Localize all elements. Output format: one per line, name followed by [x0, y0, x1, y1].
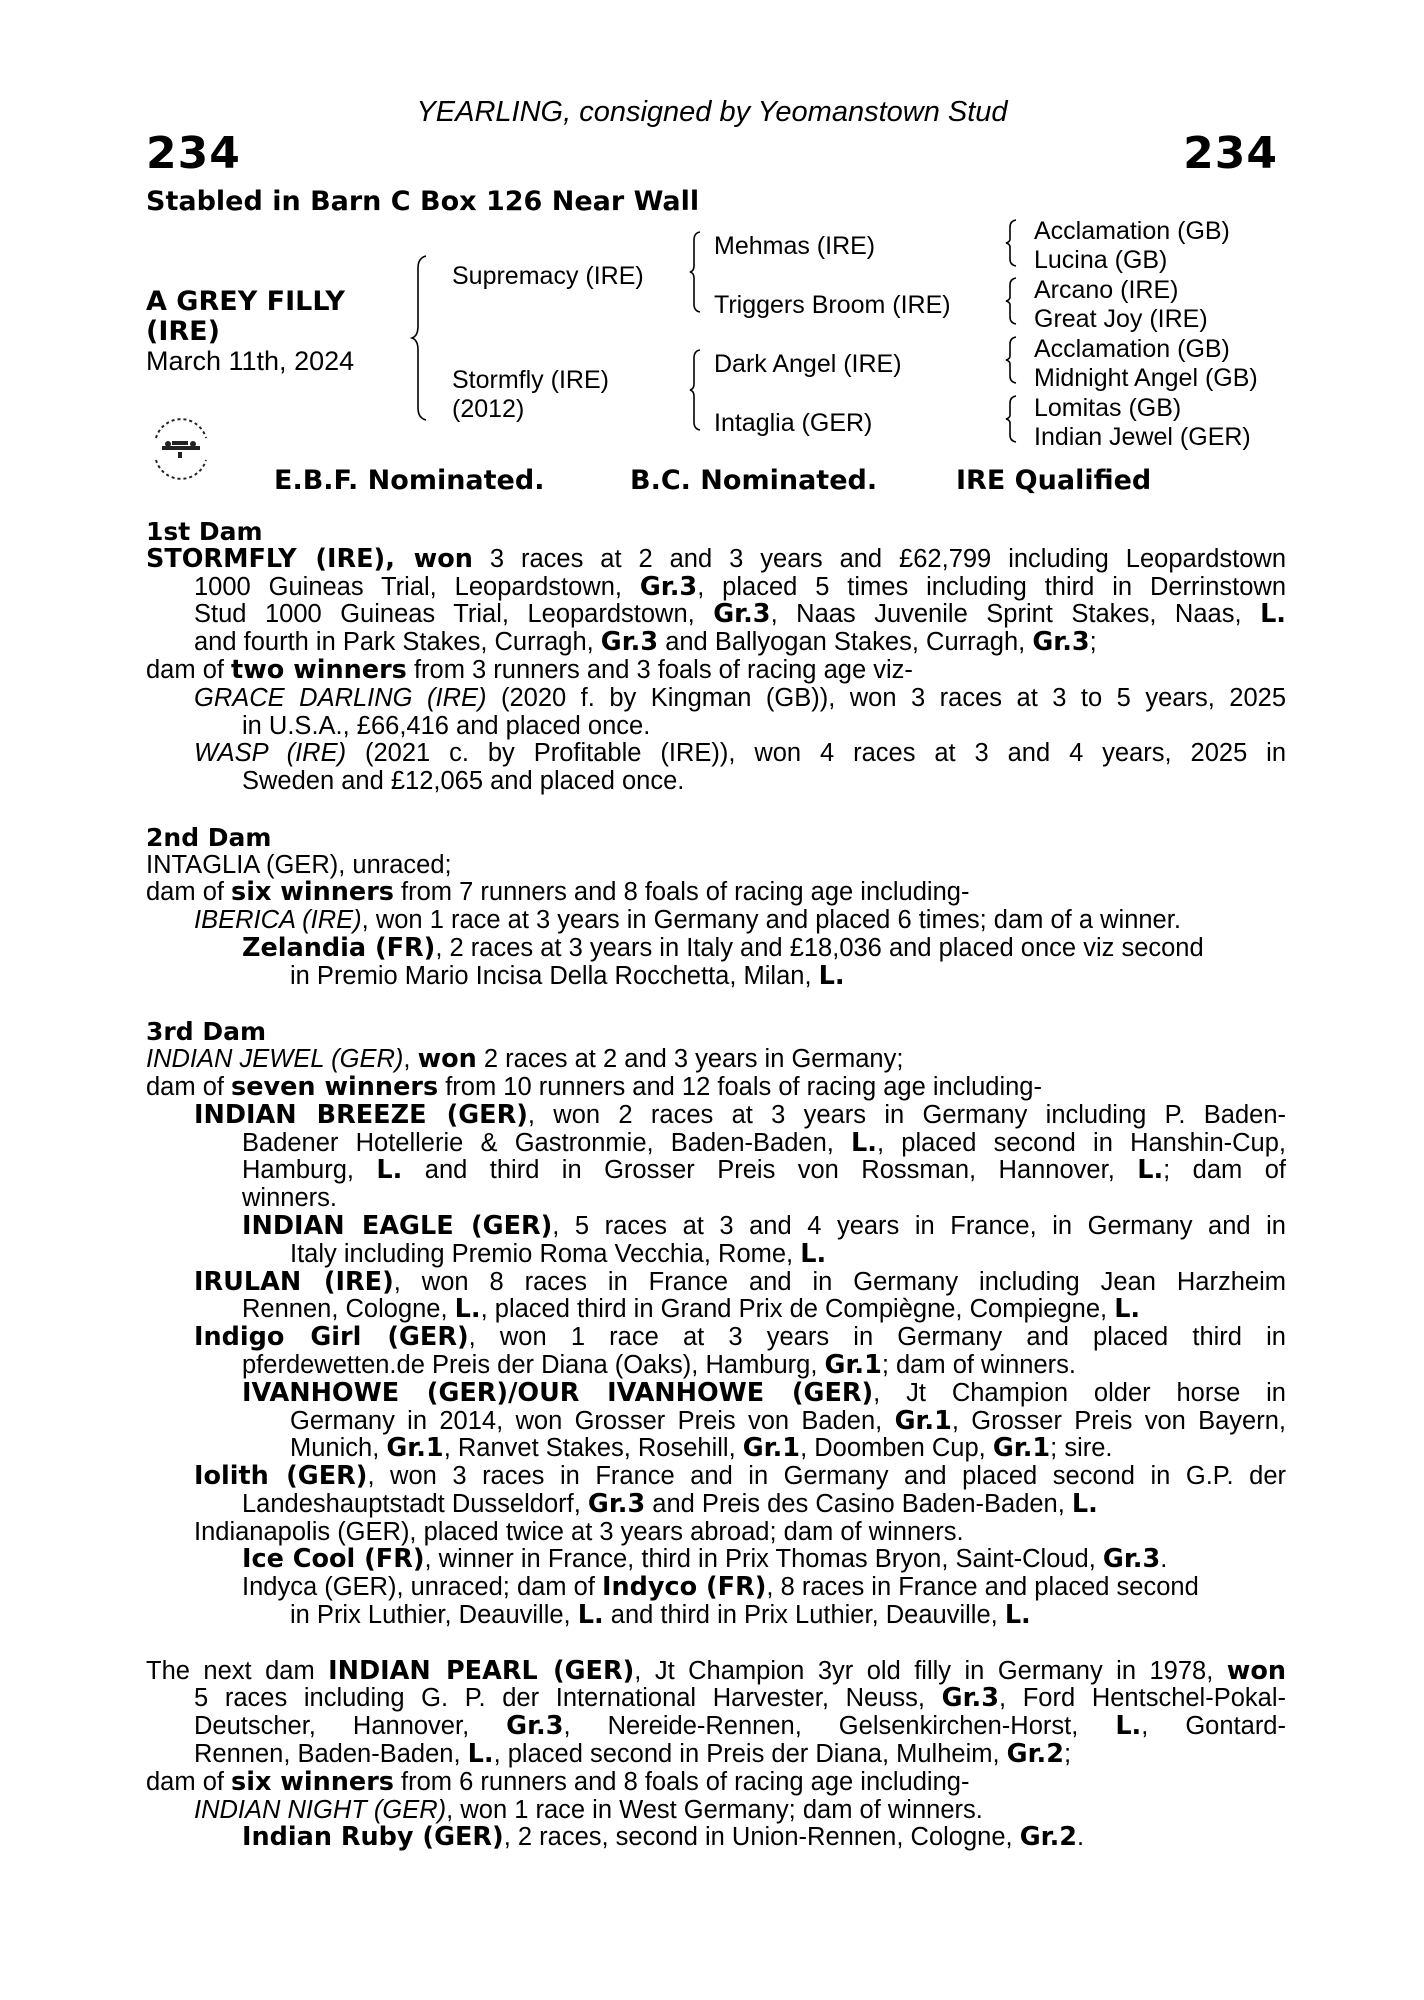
third-dam-heading: 3rd Dam [146, 1017, 266, 1047]
third-dam-line: IRULAN (IRE), won 8 races in France and in Germany including Jean Harzheim [194, 1266, 1286, 1297]
lot-number-left: 234 [146, 128, 241, 179]
stabling-info: Stabled in Barn C Box 126 Near Wall [146, 186, 700, 217]
pedigree-brace-g2 [1004, 276, 1020, 326]
breeders-emblem-logo [148, 412, 214, 484]
pedigree-g8: Indian Jewel (GER) [1034, 423, 1251, 451]
ebf-nomination: E.B.F. Nominated. [274, 465, 545, 496]
next-dam-line: 5 races including G. P. der International Harvester, Neuss, Gr.3, Ford Hentschel-Pokal- [194, 1683, 1286, 1714]
pedigree-sire-dam: Triggers Broom (IRE) [714, 291, 951, 319]
second-dam-line: Zelandia (FR), 2 races at 3 years in Italy and £18,036 and placed once viz second [242, 932, 1204, 963]
first-dam-line: 1000 Guineas Trial, Leopardstown, Gr.3, placed 5 times including third in Derrinstown [194, 571, 1287, 602]
next-dam-line: dam of six winners from 6 runners and 8 foals of racing age including- [146, 1766, 970, 1797]
pedigree-brace-sire [688, 230, 704, 314]
next-dam-line: Deutscher, Hannover, Gr.3, Nereide-Rennen, Gelsenkirchen-Horst, L., Gontard- [194, 1711, 1286, 1742]
next-dam-line: INDIAN NIGHT (GER), won 1 race in West Germany; dam of winners. [194, 1795, 983, 1824]
third-dam-line: Munich, Gr.1, Ranvet Stakes, Rosehill, Gr.1, Doomben Cup, Gr.1; sire. [290, 1433, 1113, 1464]
first-dam-line: GRACE DARLING (IRE) (2020 f. by Kingman (GB)), won 3 races at 3 to 5 years, 2025 [194, 683, 1286, 712]
pedigree-brace-main [410, 254, 432, 422]
first-dam-heading: 1st Dam [146, 517, 263, 546]
next-dam-line: Indian Ruby (GER), 2 races, second in Union-Rennen, Cologne, Gr.2. [242, 1822, 1085, 1853]
bc-nomination: B.C. Nominated. [630, 465, 878, 496]
pedigree-g6: Midnight Angel (GB) [1034, 364, 1258, 392]
third-dam-line: Indyca (GER), unraced; dam of Indyco (FR), 8 races in France and placed second [242, 1572, 1199, 1603]
third-dam-line: Indianapolis (GER), placed twice at 3 years abroad; dam of winners. [194, 1517, 964, 1546]
catalogue-body [146, 518, 1286, 1852]
third-dam-line: pferdewetten.de Preis der Diana (Oaks), Hamburg, Gr.1; dam of winners. [242, 1349, 1076, 1380]
pedigree-g4: Great Joy (IRE) [1034, 305, 1208, 333]
third-dam-line: Rennen, Cologne, L., placed third in Grand Prix de Compiègne, Compiegne, L. [242, 1294, 1141, 1325]
third-dam-line: INDIAN JEWEL (GER), won 2 races at 2 and 3 years in Germany; [146, 1044, 904, 1075]
foaling-date: March 11th, 2024 [146, 346, 355, 376]
second-dam-line: dam of six winners from 7 runners and 8 foals of racing age including- [146, 877, 970, 908]
horse-name-line2: (IRE) [146, 316, 220, 347]
third-dam-line: INDIAN EAGLE (GER), 5 races at 3 and 4 years in France, in Germany and in [242, 1210, 1286, 1241]
first-dam-line: dam of two winners from 3 runners and 3 foals of racing age viz- [146, 654, 913, 685]
horse-name-line1: A GREY FILLY [146, 286, 345, 317]
ire-qualification: IRE Qualified [956, 465, 1152, 496]
next-dam-line: Rennen, Baden-Baden, L., placed second in Preis der Diana, Mulheim, Gr.2; [194, 1739, 1072, 1770]
third-dam-line: Landeshauptstadt Dusseldorf, Gr.3 and Preis des Casino Baden-Baden, L. [242, 1488, 1098, 1519]
pedigree-dam-dam: Intaglia (GER) [714, 409, 873, 437]
pedigree-sire-sire: Mehmas (IRE) [714, 232, 876, 260]
pedigree-dam-sire: Dark Angel (IRE) [714, 350, 902, 378]
first-dam-line: Stud 1000 Guineas Trial, Leopardstown, Gr.3, Naas Juvenile Sprint Stakes, Naas, L. [194, 599, 1286, 630]
third-dam-line: Germany in 2014, won Grosser Preis von Baden, Gr.1, Grosser Preis von Bayern, [290, 1405, 1286, 1436]
pedigree-brace-dam [688, 348, 704, 432]
third-dam-line: dam of seven winners from 10 runners and 12 foals of racing age including- [146, 1071, 1042, 1102]
consignment-heading: YEARLING, consigned by Yeomanstown Stud [416, 96, 1008, 128]
pedigree-g5: Acclamation (GB) [1034, 335, 1230, 363]
pedigree-brace-g4 [1004, 394, 1020, 444]
pedigree-g7: Lomitas (GB) [1034, 394, 1182, 422]
third-dam-line: INDIAN BREEZE (GER), won 2 races at 3 years in Germany including P. Baden- [194, 1099, 1286, 1130]
second-dam-line: INTAGLIA (GER), unraced; [146, 850, 452, 879]
pedigree-g1: Acclamation (GB) [1034, 217, 1230, 245]
third-dam-line: in Prix Luthier, Deauville, L. and third in Prix Luthier, Deauville, L. [290, 1600, 1031, 1631]
third-dam-line: Italy including Premio Roma Vecchia, Rome, L. [290, 1238, 827, 1269]
pedigree-sire: Supremacy (IRE) [452, 262, 644, 290]
lot-number-right: 234 [1183, 128, 1278, 179]
third-dam-line: Hamburg, L. and third in Grosser Preis von Rossman, Hannover, L.; dam of [242, 1155, 1286, 1186]
first-dam-line: STORMFLY (IRE), won 3 races at 2 and 3 years and £62,799 including Leopardstown [146, 543, 1286, 574]
third-dam-line: Badener Hotellerie & Gastronmie, Baden-Baden, L., placed second in Hanshin-Cup, [242, 1127, 1286, 1158]
first-dam-line: and fourth in Park Stakes, Curragh, Gr.3 and Ballyogan Stakes, Curragh, Gr.3; [194, 627, 1097, 658]
third-dam-line: winners. [242, 1184, 337, 1213]
second-dam-line: in Premio Mario Incisa Della Rocchetta, Milan, L. [290, 960, 845, 991]
next-dam-line: The next dam INDIAN PEARL (GER), Jt Champion 3yr old filly in Germany in 1978, won [146, 1655, 1286, 1686]
second-dam-line: IBERICA (IRE), won 1 race at 3 years in Germany and placed 6 times; dam of a winner. [194, 906, 1181, 935]
third-dam-line: Ice Cool (FR), winner in France, third in Prix Thomas Bryon, Saint-Cloud, Gr.3. [242, 1544, 1168, 1575]
first-dam-line: in U.S.A., £66,416 and placed once. [242, 711, 651, 740]
pedigree-dam-line2: (2012) [452, 395, 525, 423]
first-dam-line: Sweden and £12,065 and placed once. [242, 767, 685, 796]
pedigree-g3: Arcano (IRE) [1034, 276, 1179, 304]
pedigree-dam-line1: Stormfly (IRE) [452, 366, 609, 394]
first-dam-line: WASP (IRE) (2021 c. by Profitable (IRE)), won 4 races at 3 and 4 years, 2025 in [194, 739, 1287, 768]
second-dam-heading: 2nd Dam [146, 822, 272, 852]
pedigree-g2: Lucina (GB) [1034, 246, 1168, 274]
third-dam-line: Indigo Girl (GER), won 1 race at 3 years in Germany and placed third in [194, 1322, 1286, 1353]
third-dam-line: IVANHOWE (GER)/OUR IVANHOWE (GER), Jt Champion older horse in [242, 1377, 1286, 1408]
pedigree-brace-g1 [1004, 218, 1020, 268]
pedigree-brace-g3 [1004, 335, 1020, 385]
third-dam-line: Iolith (GER), won 3 races in France and in Germany and placed second in G.P. der [194, 1461, 1286, 1492]
